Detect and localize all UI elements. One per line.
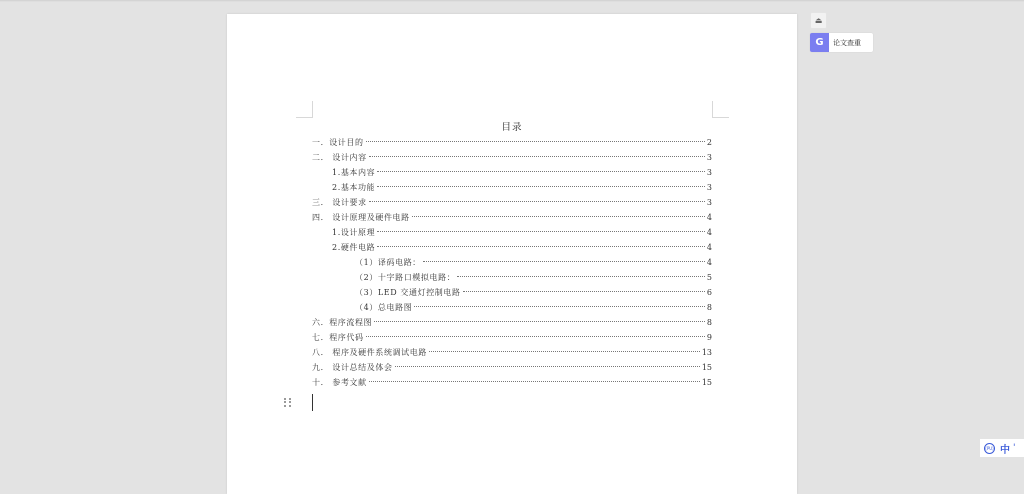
toolbar-shadow xyxy=(0,0,1024,2)
toc-entry[interactable]: 七．程序代码 9 xyxy=(312,333,712,342)
leader-dots xyxy=(369,156,705,157)
leader-dots xyxy=(366,141,705,142)
toc-entry[interactable]: 2.硬件电路 4 xyxy=(332,243,712,252)
margin-corner-top-left xyxy=(296,101,313,118)
eject-icon: ⏏ xyxy=(814,16,823,25)
leader-dots xyxy=(369,201,705,202)
leader-dots xyxy=(377,231,705,232)
plagiarism-check-icon: G xyxy=(810,33,829,52)
margin-corner-top-right xyxy=(712,101,729,118)
leader-dots xyxy=(377,246,705,247)
text-cursor xyxy=(312,394,313,411)
toc-title: 目录 xyxy=(501,122,523,133)
leader-dots xyxy=(457,276,705,277)
toc-entry[interactable]: 一．设计目的 2 xyxy=(312,138,712,147)
leader-dots xyxy=(395,366,700,367)
leader-dots xyxy=(366,336,705,337)
plagiarism-check-label: 论文查重 xyxy=(833,38,861,47)
toc-entry[interactable]: 1.设计原理 4 xyxy=(332,228,712,237)
document-page[interactable] xyxy=(227,14,797,494)
ime-status-bar[interactable] xyxy=(980,439,1024,457)
toc-entry[interactable]: 九． 设计总结及体会 15 xyxy=(312,363,712,372)
toc-entry[interactable]: 二． 设计内容 3 xyxy=(312,153,712,162)
table-of-contents xyxy=(312,135,712,390)
collapse-button[interactable] xyxy=(810,12,827,29)
toc-entry[interactable]: 四． 设计原理及硬件电路 4 xyxy=(312,213,712,222)
leader-dots xyxy=(423,261,705,262)
leader-dots xyxy=(377,171,705,172)
toc-entry[interactable]: （1）译码电路： 4 xyxy=(355,258,712,267)
ime-language-toggle[interactable]: 中 xyxy=(1000,444,1010,456)
leader-dots xyxy=(377,186,705,187)
plagiarism-check-button[interactable] xyxy=(810,33,873,52)
toc-entry[interactable]: 三． 设计要求 3 xyxy=(312,198,712,207)
toc-entry[interactable]: 六．程序流程图 8 xyxy=(312,318,712,327)
leader-dots xyxy=(374,321,705,322)
toc-entry[interactable]: 十． 参考文献 15 xyxy=(312,378,712,387)
ime-punctuation-toggle[interactable]: ' xyxy=(1013,443,1016,453)
toc-entry[interactable]: （2）十字路口模拟电路： 5 xyxy=(355,273,712,282)
leader-dots xyxy=(412,216,705,217)
leader-dots xyxy=(369,381,700,382)
toc-entry[interactable]: （3）LED 交通灯控制电路 6 xyxy=(355,288,712,297)
toc-entry[interactable]: 1.基本内容 3 xyxy=(332,168,712,177)
toc-entry[interactable]: （4）总电路图 8 xyxy=(355,303,712,312)
toc-entry[interactable]: 八． 程序及硬件系统调试电路 13 xyxy=(312,348,712,357)
leader-dots xyxy=(414,306,705,307)
leader-dots xyxy=(463,291,705,292)
ime-logo-icon[interactable]: (PU) xyxy=(984,443,995,454)
leader-dots xyxy=(429,351,700,352)
toc-entry[interactable]: 2.基本功能 3 xyxy=(332,183,712,192)
drag-handle-icon[interactable] xyxy=(284,398,292,407)
